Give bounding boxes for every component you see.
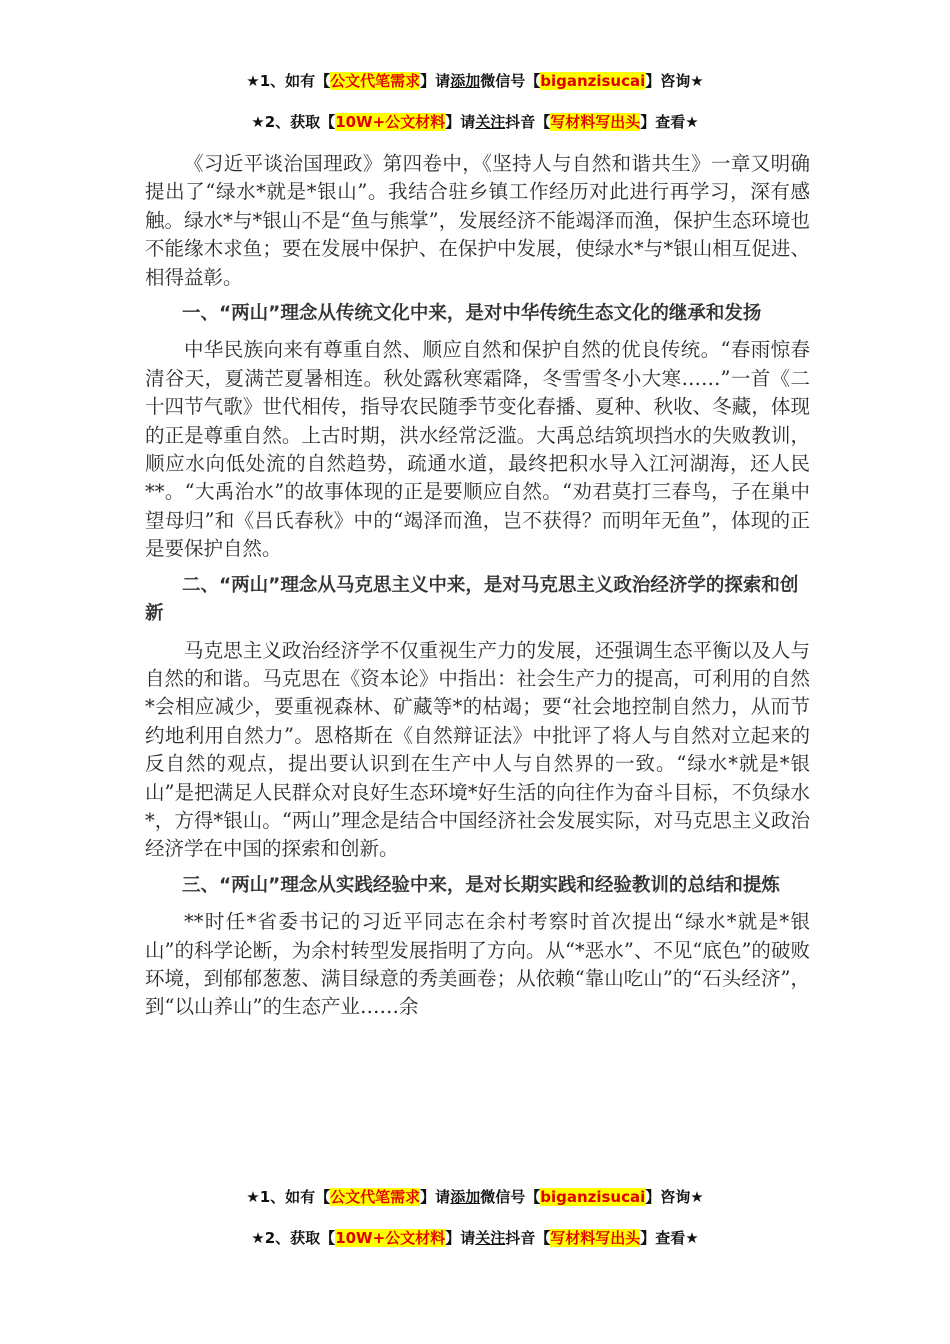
underlined-add: 添加: [450, 72, 481, 90]
article-body: [145, 150, 810, 1030]
banner-text: 】咨询★: [645, 72, 704, 90]
banner-text: 】查看★: [640, 1229, 699, 1247]
banner-text: 】请: [445, 113, 476, 131]
banner-text: 微信号【: [480, 1188, 541, 1206]
underlined-follow: 关注: [475, 113, 506, 131]
promo-banner-top-line1: [0, 70, 950, 92]
promo-banner-bottom-line2: [0, 1227, 950, 1249]
banner-text: 】请: [420, 1188, 451, 1206]
banner-text: 抖音【: [505, 113, 551, 131]
banner-text: 】查看★: [640, 113, 699, 131]
section-heading-1: 一、“两山”理念从传统文化中来，是对中华传统生态文化的继承和发扬: [182, 303, 762, 325]
banner-text: 抖音【: [505, 1229, 551, 1247]
highlight-materials: 10W+公文材料: [335, 1229, 446, 1247]
promo-banner-bottom-line1: [0, 1186, 950, 1208]
banner-text: ★1、如有【: [246, 72, 331, 90]
section-paragraph-1: 中华民族向来有尊重自然、顺应自然和保护自然的优良传统。“春雨惊春清谷天，夏满芒夏暑相连。秋处露秋寒霜降，冬雪雪冬小大寒……”一首《二十四节气歌》世代相传，指导农民随季节变化春播、夏种、秋收、冬藏，体现的正是尊重自然。上古时期，洪水经常泛滥。大禹总结筑坝挡水的失败教训，顺应水向低处流的自然趋势，疏通水道，最终把积水导入江河湖海，还人民**。“大禹治水”的故事体现的正是要顺应自然。“劝君莫打三春鸟，子在巢中望母归”和《吕氏春秋》中的“竭泽而渔，岂不获得？而明年无鱼”，体现的正是要保护自然。: [145, 338, 810, 561]
highlight-materials: 10W+公文材料: [335, 113, 446, 131]
highlight-service: 公文代笔需求: [330, 1188, 421, 1206]
section-paragraph-3: **时任*省委书记的习近平同志在余村考察时首次提出“绿水*就是*银山”的科学论断，为余村转型发展指明了方向。从“*恶水”、不见“底色”的破败环境，到郁郁葱葱、满目绿意的秀美画卷；从依赖“靠山吃山”的“石头经济”，到“以山养山”的生态产业……余: [145, 910, 810, 1019]
promo-banner-top-line2: [0, 111, 950, 133]
section-heading-3: 三、“两山”理念从实践经验中来，是对长期实践和经验教训的总结和提炼: [182, 874, 780, 896]
highlight-wechat-id: biganzisucai: [540, 72, 646, 90]
underlined-add: 添加: [450, 1188, 481, 1206]
highlight-wechat-id: biganzisucai: [540, 1188, 646, 1206]
banner-text: 】请: [420, 72, 451, 90]
intro-paragraph: 《习近平谈治国理政》第四卷中，《坚持人与自然和谐共生》一章又明确提出了“绿水*就是*银山”。我结合驻乡镇工作经历对此进行再学习，深有感触。绿水*与*银山不是“鱼与熊掌”，发展经济不能竭泽而渔，保护生态环境也不能缘木求鱼；要在发展中保护、在保护中发展，使绿水*与*银山相互促进、相得益彰。: [145, 152, 810, 289]
section-heading-2: 二、“两山”理念从马克思主义中来，是对马克思主义政治经济学的探索和创新: [145, 574, 799, 625]
banner-text: ★2、获取【: [251, 1229, 336, 1247]
underlined-follow: 关注: [475, 1229, 506, 1247]
banner-text: 微信号【: [480, 72, 541, 90]
banner-text: ★2、获取【: [251, 113, 336, 131]
banner-text: 】请: [445, 1229, 476, 1247]
highlight-service: 公文代笔需求: [330, 72, 421, 90]
highlight-douyin-account: 写材料写出头: [550, 1229, 641, 1247]
section-paragraph-2: 马克思主义政治经济学不仅重视生产力的发展，还强调生态平衡以及人与自然的和谐。马克思在《资本论》中指出：社会生产力的提高，可利用的自然*会相应减少，要重视森林、矿藏等*的枯竭；要“社会地控制自然力，从而节约地利用自然力”。恩格斯在《自然辩证法》中批评了将人与自然对立起来的反自然的观点，提出要认识到在生产中人与自然界的一致。“绿水*就是*银山”是把满足人民群众对良好生态环境*好生活的向往作为奋斗目标，不负绿水*，方得*银山。“两山”理念是结合中国经济社会发展实际，对马克思主义政治经济学在中国的探索和创新。: [145, 638, 810, 861]
highlight-douyin-account: 写材料写出头: [550, 113, 641, 131]
banner-text: ★1、如有【: [246, 1188, 331, 1206]
banner-text: 】咨询★: [645, 1188, 704, 1206]
